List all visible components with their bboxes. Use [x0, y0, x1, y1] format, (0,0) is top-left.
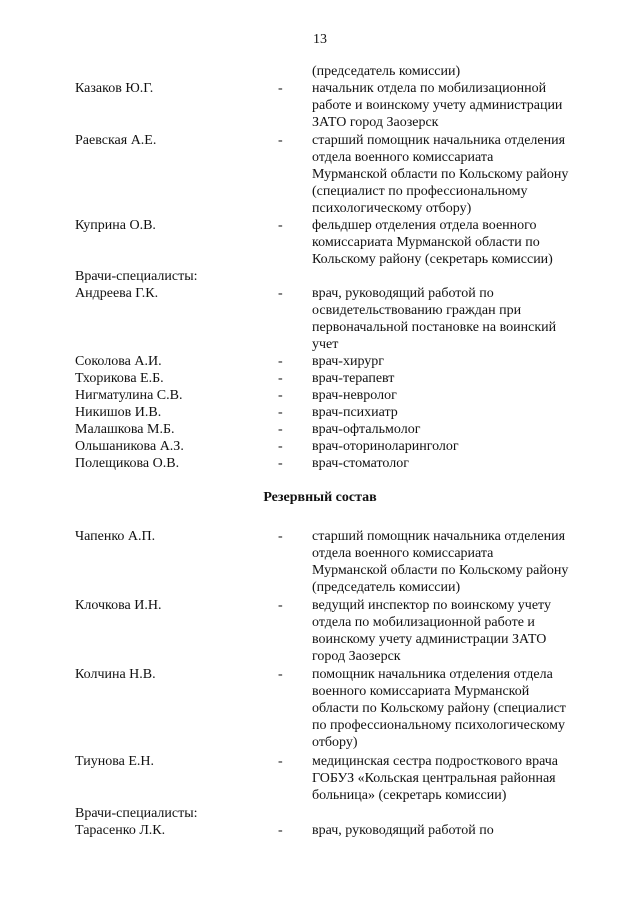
member-role-line: комиссариата Мурманской области по [312, 235, 540, 250]
dash: - [278, 667, 283, 682]
member-role-line: воинскому учету администрации ЗАТО [312, 632, 547, 647]
member-role-line: отдела военного комиссариата [312, 150, 494, 165]
member-role-line: (специалист по профессиональному [312, 184, 528, 199]
specialist-role-line: врач-стоматолог [312, 456, 409, 471]
specialist-name: Малашкова М.Б. [75, 422, 175, 437]
specialist-name: Соколова А.И. [75, 354, 162, 369]
specialist-role-line: врач-психиатр [312, 405, 398, 420]
member-role-line: по профессиональному психологическому [312, 718, 566, 733]
dash: - [278, 286, 283, 301]
member-name: Раевская А.Е. [75, 133, 157, 148]
member-role-line: медицинская сестра подросткового врача [312, 754, 559, 769]
member-role-line: (председатель комиссии) [312, 580, 461, 595]
specialist-name: Андреева Г.К. [75, 286, 159, 301]
member-name: Клочкова И.Н. [75, 598, 162, 613]
member-role-line: ЗАТО город Заозерск [312, 115, 439, 130]
dash: - [278, 81, 283, 96]
member-role-line: старший помощник начальника отделения [312, 529, 566, 544]
member-role-line: ведущий инспектор по воинскому учету [312, 598, 551, 613]
dash: - [278, 456, 283, 471]
member-role-line: больница» (секретарь комиссии) [312, 788, 507, 803]
member-role-line: начальник отдела по мобилизационной [312, 81, 547, 96]
member-role-line: психологическому отбору) [312, 201, 472, 216]
member-role-line: работе и воинскому учету администрации [312, 98, 563, 113]
member-role-line: Мурманской области по Кольскому району [312, 563, 569, 578]
dash: - [278, 754, 283, 769]
dash: - [278, 133, 283, 148]
dash: - [278, 354, 283, 369]
specialist-role-line: врач-терапевт [312, 371, 395, 386]
specialist-role-line: врач-невролог [312, 388, 397, 403]
specialist-name: Полещикова О.В. [75, 456, 180, 471]
specialist-name: Ольшаникова А.З. [75, 439, 184, 454]
member-role-line: город Заозерск [312, 649, 401, 664]
member-role-line: отдела по мобилизационной работе и [312, 615, 535, 630]
section-title-reserve: Резервный состав [263, 490, 377, 505]
member-name: Тиунова Е.Н. [75, 754, 154, 769]
dash: - [278, 218, 283, 233]
member-role-line: Мурманской области по Кольскому району [312, 167, 569, 182]
page-number: 13 [313, 32, 327, 47]
specialists-label: Врачи-специалисты: [75, 269, 198, 284]
dash: - [278, 371, 283, 386]
carry-over-line: (председатель комиссии) [312, 64, 461, 79]
specialist-role-line: врач, руководящий работой по [312, 286, 494, 301]
member-role-line: отбору) [312, 735, 358, 750]
specialist-role-line: врач, руководящий работой по [312, 823, 494, 838]
dash: - [278, 422, 283, 437]
specialist-role-line: освидетельствованию граждан при [312, 303, 522, 318]
member-name: Куприна О.В. [75, 218, 156, 233]
dash: - [278, 439, 283, 454]
specialists-label: Врачи-специалисты: [75, 806, 198, 821]
specialist-role-line: учет [312, 337, 339, 352]
specialist-role-line: врач-офтальмолог [312, 422, 421, 437]
member-role-line: Кольскому району (секретарь комиссии) [312, 252, 553, 267]
specialist-name: Тхорикова Е.Б. [75, 371, 164, 386]
specialist-name: Нигматулина С.В. [75, 388, 183, 403]
specialist-role-line: врач-хирург [312, 354, 385, 369]
specialist-role-line: врач-оториноларинголог [312, 439, 459, 454]
member-role-line: военного комиссариата Мурманской [312, 684, 530, 699]
dash: - [278, 405, 283, 420]
dash: - [278, 823, 283, 838]
member-name: Колчина Н.В. [75, 667, 156, 682]
member-role-line: фельдшер отделения отдела военного [312, 218, 537, 233]
specialist-name: Тарасенко Л.К. [75, 823, 166, 838]
dash: - [278, 529, 283, 544]
member-name: Чапенко А.П. [75, 529, 156, 544]
member-role-line: старший помощник начальника отделения [312, 133, 566, 148]
member-role-line: ГОБУЗ «Кольская центральная районная [312, 771, 556, 786]
member-role-line: области по Кольскому району (специалист [312, 701, 566, 716]
dash: - [278, 598, 283, 613]
specialist-name: Никишов И.В. [75, 405, 162, 420]
dash: - [278, 388, 283, 403]
member-role-line: отдела военного комиссариата [312, 546, 494, 561]
member-role-line: помощник начальника отделения отдела [312, 667, 553, 682]
specialist-role-line: первоначальной постановке на воинский [312, 320, 557, 335]
member-name: Казаков Ю.Г. [75, 81, 154, 96]
